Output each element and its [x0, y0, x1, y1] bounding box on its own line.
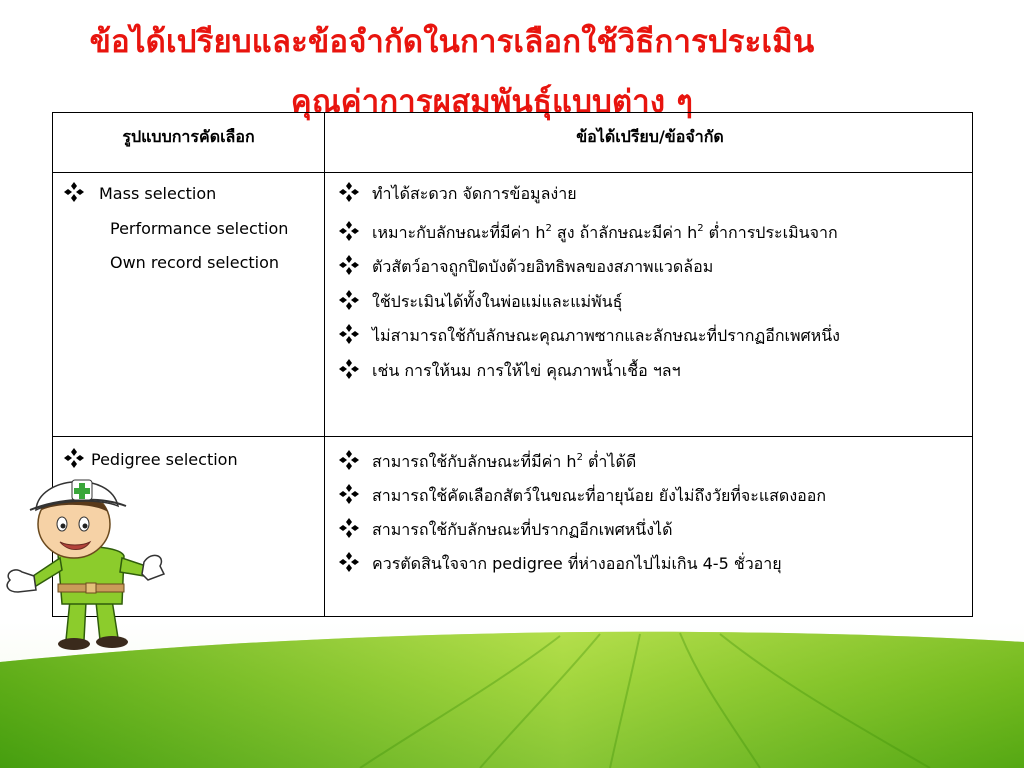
bullet-diamond-icon [338, 517, 360, 539]
method-label: Own record selection [110, 253, 280, 272]
point-text: ไม่สามารถใช้กับลักษณะคุณภาพซากและลักษณะที่ปรากฏอีกเพศหนึ่ง [372, 326, 840, 345]
table-header-divider [53, 172, 972, 173]
method-label: Mass selection [99, 184, 217, 203]
page-title-line-2: คุณค่าการผสมพันธุ์แบบต่าง ๆ [290, 84, 694, 120]
bullet-diamond-icon [338, 181, 360, 203]
bullet-diamond-icon [338, 551, 360, 573]
superscript: 2 [576, 452, 583, 463]
table-cell-methods-row-1 [63, 177, 288, 281]
list-item [338, 354, 840, 389]
bullet-diamond-icon [338, 220, 360, 242]
bullet-diamond-icon [338, 483, 360, 505]
list-item [338, 441, 826, 479]
method-label: Pedigree selection [91, 450, 238, 469]
comparison-table [52, 112, 973, 617]
point-text: ตัวสัตว์อาจถูกปิดบังด้วยอิทธิพลของสภาพแวดล้อม [372, 257, 714, 276]
list-item [338, 285, 840, 320]
list-item [338, 319, 840, 354]
table-row-divider [53, 436, 972, 437]
bullet-diamond-icon [338, 358, 360, 380]
table-cell-points-row-1 [338, 177, 840, 388]
bullet-diamond-icon [338, 254, 360, 276]
table-cell-points-row-2 [338, 441, 826, 581]
point-text-part: สูง ถ้าลักษณะมีค่า h [551, 222, 698, 242]
superscript: 2 [545, 222, 552, 234]
bullet-diamond-icon [338, 449, 360, 471]
bullet-diamond-icon [338, 323, 360, 345]
point-text-part: ต่ำได้ดี [582, 452, 637, 471]
bullet-diamond-icon [63, 181, 85, 203]
point-text [372, 452, 636, 471]
point-text: ทำได้สะดวก จัดการข้อมูลง่าย [372, 184, 577, 203]
point-text: เช่น การให้นม การให้ไข่ คุณภาพน้ำเชื้อ ฯลฯ [372, 360, 681, 380]
point-text-part: ต่ำการประเมินจาก [703, 222, 838, 242]
mascot-worker-illustration [0, 462, 172, 652]
bullet-diamond-icon [338, 289, 360, 311]
method-label: Performance selection [110, 218, 289, 238]
list-item [338, 547, 826, 581]
list-item [338, 479, 826, 513]
superscript: 2 [697, 222, 704, 234]
list-item [338, 513, 826, 547]
list-item [63, 177, 288, 212]
point-text-part: เหมาะกับลักษณะที่มีค่า h [372, 222, 546, 242]
point-text: ควรตัดสินใจจาก pedigree ที่ห่างออกไปไม่เกิน 4-5 ชั่วอายุ [372, 554, 782, 573]
list-item [338, 212, 840, 251]
column-header-method: รูปแบบการคัดเลือก [122, 127, 255, 146]
point-text [372, 223, 838, 242]
point-text: ใช้ประเมินได้ทั้งในพ่อแม่และแม่พันธุ์ [372, 291, 623, 311]
point-text: สามารถใช้คัดเลือกสัตว์ในขณะที่อายุน้อย ยังไม่ถึงวัยที่จะแสดงออก [372, 486, 827, 505]
column-header-pros-cons: ข้อได้เปรียบ/ข้อจำกัด [576, 127, 724, 146]
list-item [338, 250, 840, 285]
point-text: สามารถใช้กับลักษณะที่ปรากฏอีกเพศหนึ่งได้ [372, 520, 673, 539]
page-title-line-1: ข้อได้เปรียบและข้อจำกัดในการเลือกใช้วิธีการประเมิน [89, 24, 815, 60]
table-column-divider [324, 113, 325, 616]
point-text-part: สามารถใช้กับลักษณะที่มีค่า h [372, 452, 577, 471]
list-item [338, 177, 840, 212]
